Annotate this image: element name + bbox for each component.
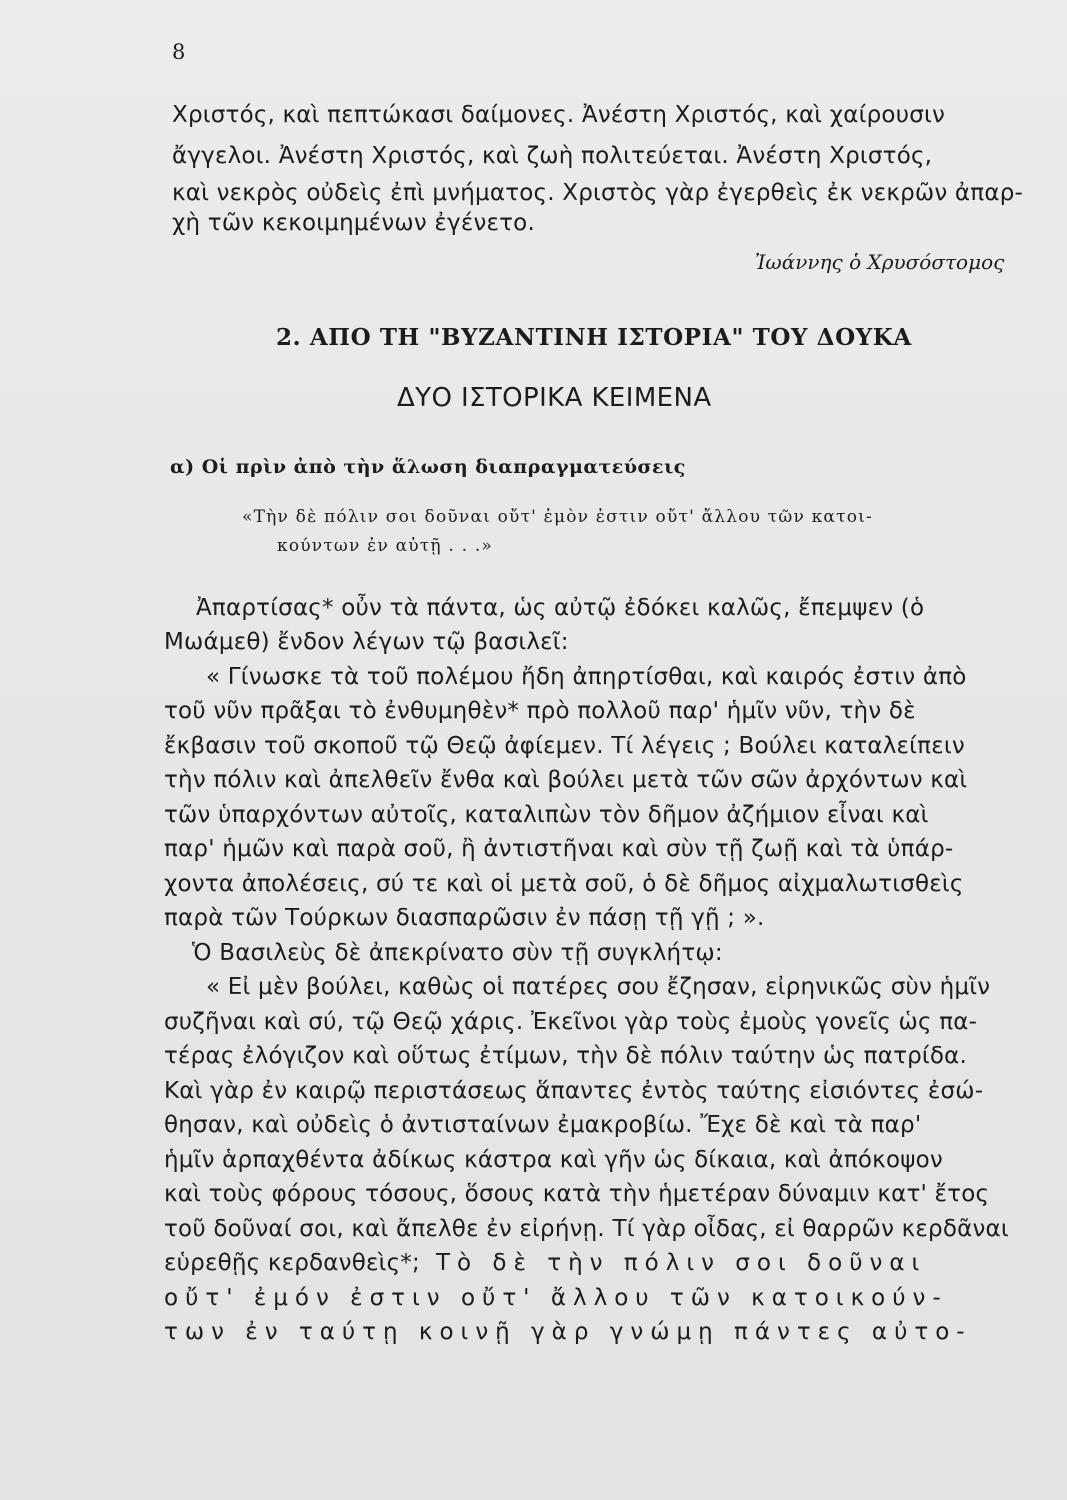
section-heading: 2. ΑΠΟ ΤΗ "ΒΥΖΑΝΤΙΝΗ ΙΣΤΟΡΙΑ" ΤΟΥ ΔΟΥΚΑ bbox=[276, 324, 912, 351]
body-line: παρὰ τῶν Τούρκων διασπαρῶσιν ἐν πάσῃ τῇ γῇ ; ». bbox=[164, 905, 765, 931]
body-line: συζῆναι καὶ σύ, τῷ Θεῷ χάρις. Ἐκεῖνοι γὰρ τοὺς ἐμοὺς γονεῖς ὡς πα- bbox=[164, 1009, 978, 1035]
body-line: « Εἰ μὲν βούλει, καθὼς οἱ πατέρες σου ἔζησαν, εἰρηνικῶς σὺν ἡμῖν bbox=[206, 974, 991, 1000]
intro-line: ἄγγελοι. Ἀνέστη Χριστός, καὶ ζωὴ πολιτεύεται. Ἀνέστη Χριστός, bbox=[172, 143, 933, 169]
body-line: ἡμῖν ἁρπαχθέντα ἀδίκως κάστρα καὶ γῆν ὡς δίκαια, καὶ ἀπόκοψον bbox=[164, 1147, 943, 1173]
body-line: τέρας ἐλόγιζον καὶ οὕτως ἐτίμων, τὴν δὲ πόλιν ταύτην ὡς πατρίδα. bbox=[164, 1043, 968, 1069]
body-line: παρ' ἡμῶν καὶ παρὰ σοῦ, ἢ ἀντιστῆναι καὶ σὺν τῇ ζωῇ καὶ τὰ ὑπάρ- bbox=[164, 836, 954, 862]
body-line: τοῦ νῦν πρᾶξαι τὸ ἐνθυμηθὲν* πρὸ πολλοῦ παρ' ἡμῖν νῦν, τὴν δὲ bbox=[164, 698, 916, 724]
body-line: χοντα ἀπολέσεις, σύ τε καὶ οἱ μετὰ σοῦ, ὁ δὲ δῆμος αἰχμαλωτισθεὶς bbox=[164, 871, 964, 897]
spaced-line: οὔτ' ἐμόν ἐστιν οὔτ' ἄλλου τῶν κατοικούν- bbox=[164, 1285, 948, 1311]
epigraph-line: «Τὴν δὲ πόλιν σοι δοῦναι οὔτ' ἐμὸν ἐστιν οὔτ' ἄλλου τῶν κατοι- bbox=[242, 507, 873, 527]
body-line: Καὶ γὰρ ἐν καιρῷ περιστάσεως ἅπαντες ἐντὸς ταύτης εἰσιόντες ἐσώ- bbox=[164, 1078, 984, 1104]
body-line: εὑρεθῇς κερδανθεὶς*; bbox=[164, 1250, 420, 1276]
spaced-line: των ἐν ταύτῃ κοινῇ γὰρ γνώμῃ πάντες αὐτο- bbox=[164, 1319, 972, 1345]
epigraph-line: κούντων ἐν αὐτῇ . . .» bbox=[277, 536, 494, 556]
body-line: « Γίνωσκε τὰ τοῦ πολέμου ἤδη ἀπηρτίσθαι, καὶ καιρός ἐστιν ἀπὸ bbox=[206, 664, 967, 690]
body-line: Ὁ Βασιλεὺς δὲ ἀπεκρίνατο σὺν τῇ συγκλήτῳ: bbox=[192, 940, 723, 966]
body-line: Μωάμεθ) ἔνδον λέγων τῷ βασιλεῖ: bbox=[164, 629, 569, 655]
intro-line: χὴ τῶν κεκοιμημένων ἐγένετο. bbox=[172, 210, 535, 236]
spaced-text: Τὸ δὲ τὴν πόλιν σοι δοῦναι bbox=[436, 1250, 927, 1276]
body-line: τὴν πόλιν καὶ ἀπελθεῖν ἔνθα καὶ βούλει μετὰ τῶν σῶν ἀρχόντων καὶ bbox=[164, 767, 968, 793]
section-subtitle: ΔΥΟ ΙΣΤΟΡΙΚΑ ΚΕΙΜΕΝΑ bbox=[397, 383, 712, 413]
intro-line: καὶ νεκρὸς οὐδεὶς ἐπὶ μνήματος. Χριστὸς γὰρ ἐγερθεὶς ἐκ νεκρῶν ἀπαρ- bbox=[172, 180, 1023, 206]
page-number: 8 bbox=[172, 40, 186, 64]
subheading: α) Οἱ πρὶν ἀπὸ τὴν ἅλωση διαπραγματεύσεις bbox=[170, 456, 686, 478]
attribution: Ἰωάννης ὁ Χρυσόστομος bbox=[755, 250, 1005, 274]
body-line: τῶν ὑπαρχόντων αὐτοῖς, καταλιπὼν τὸν δῆμον ἀζήμιον εἶναι καὶ bbox=[164, 802, 929, 828]
body-line: τοῦ δοῦναί σοι, καὶ ἄπελθε ἐν εἰρήνῃ. Τί γὰρ οἶδας, εἰ θαρρῶν κερδᾶναι bbox=[164, 1216, 1009, 1242]
body-line: Ἀπαρτίσας* οὖν τὰ πάντα, ὡς αὐτῷ ἐδόκει καλῶς, ἔπεμψεν (ὁ bbox=[196, 595, 925, 621]
body-line: θησαν, καὶ οὐδεὶς ὁ ἀντισταίνων ἐμακροβίω. Ἔχε δὲ καὶ τὰ παρ' bbox=[164, 1112, 922, 1138]
body-line: καὶ τοὺς φόρους τόσους, ὅσους κατὰ τὴν ἡμετέραν δύναμιν κατ' ἔτος bbox=[164, 1181, 990, 1207]
intro-line: Χριστός, καὶ πεπτώκασι δαίμονες. Ἀνέστη Χριστός, καὶ χαίρουσιν bbox=[172, 102, 946, 128]
body-line: ἔκβασιν τοῦ σκοποῦ τῷ Θεῷ ἀφίεμεν. Τί λέγεις ; Βούλει καταλείπειν bbox=[164, 733, 965, 759]
